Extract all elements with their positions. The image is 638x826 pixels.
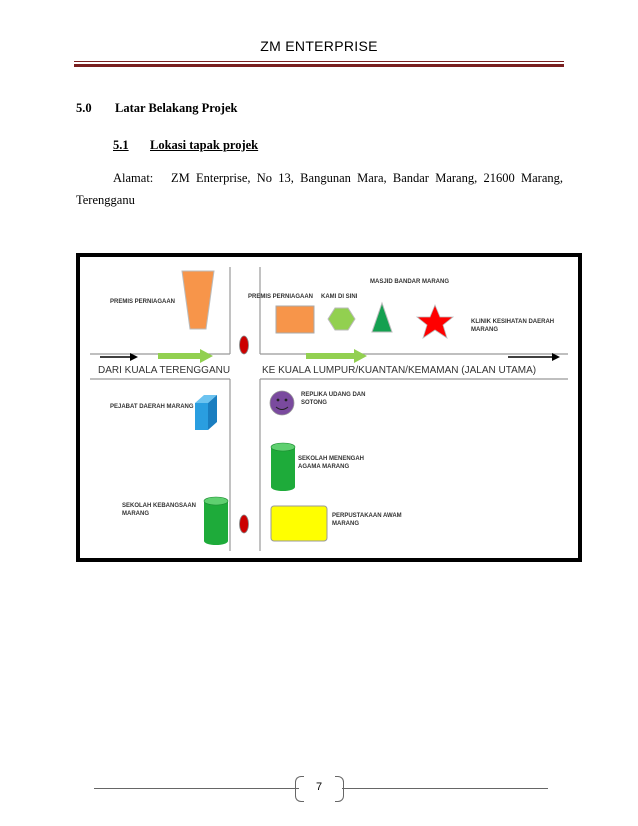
library-block-icon	[271, 506, 327, 541]
footer-rule-left	[94, 788, 299, 789]
footer-bracket-right	[335, 776, 344, 802]
location-map	[76, 253, 582, 562]
address-line-1: ZM Enterprise, No 13, Bangunan Mara, Bandar Marang, 21600 Marang,	[171, 171, 563, 185]
address-label: Alamat:	[113, 171, 154, 185]
label-sekolah-menengah-line2: AGAMA MARANG	[298, 464, 350, 470]
label-klinik-line2: MARANG	[471, 327, 498, 333]
traffic-light-icon	[240, 515, 249, 533]
road-label-right: KE KUALA LUMPUR/KUANTAN/KEMAMAN (JALAN UTAMA)	[262, 365, 537, 376]
government-office-cube-icon	[195, 403, 208, 430]
label-masjid: MASJID BANDAR MARANG	[370, 279, 449, 285]
footer-rule-right	[342, 788, 548, 789]
cylinder-top	[204, 497, 228, 505]
green-arrow-right	[306, 353, 356, 359]
smiley-eye	[285, 399, 288, 402]
label-perpustakaan-line1: PERPUSTAKAAN AWAM	[332, 513, 402, 519]
subsection-title: Lokasi tapak projek	[150, 138, 259, 152]
secondary-school-cylinder-icon	[271, 447, 295, 487]
smiley-eye	[277, 399, 280, 402]
header-rule	[74, 61, 564, 62]
cylinder-base	[271, 483, 295, 491]
traffic-light-icon	[240, 336, 249, 354]
green-arrow-left	[158, 353, 202, 359]
shop-block-icon	[276, 306, 314, 333]
subsection-number: 5.1	[113, 138, 129, 152]
label-premis-perniagaan-top: PREMIS PERNIAGAAN	[248, 294, 314, 300]
label-premis-perniagaan-left: PREMIS PERNIAGAAN	[110, 299, 176, 305]
label-pejabat: PEJABAT DAERAH MARANG	[110, 404, 194, 410]
label-kami-di-sini: KAMI DI SINI	[321, 294, 358, 300]
section-title: Latar Belakang Projek	[115, 101, 238, 115]
label-perpustakaan-line2: MARANG	[332, 521, 359, 527]
label-replika-line1: REPLIKA UDANG DAN	[301, 392, 366, 398]
label-sekolah-kebangsaan-line2: MARANG	[122, 511, 149, 517]
page-number: 7	[315, 781, 323, 793]
label-sekolah-menengah-line1: SEKOLAH MENENGAH	[298, 456, 365, 462]
address-line-2: Terengganu	[76, 193, 135, 207]
label-replika-line2: SOTONG	[301, 400, 327, 406]
road-label-left: DARI KUALA TERENGGANU	[98, 365, 231, 376]
header-rule-thick	[74, 64, 564, 67]
cylinder-top	[271, 443, 295, 451]
header-title: ZM ENTERPRISE	[260, 38, 378, 54]
section-number: 5.0	[76, 101, 92, 115]
primary-school-cylinder-icon	[204, 501, 228, 541]
label-klinik-line1: KLINIK KESIHATAN DAERAH	[471, 319, 555, 325]
label-sekolah-kebangsaan-line1: SEKOLAH KEBANGSAAN	[122, 503, 197, 509]
cylinder-base	[204, 537, 228, 545]
landmark-smiley-icon	[270, 391, 294, 415]
